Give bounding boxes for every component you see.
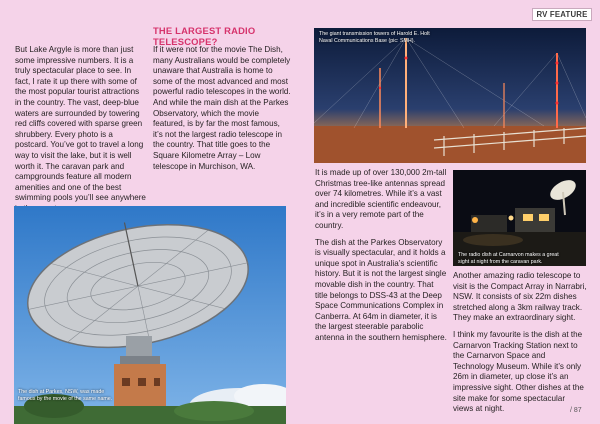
towers-illustration — [314, 28, 586, 163]
section-heading: THE LARGEST RADIO TELESCOPE? — [153, 25, 256, 47]
column-4 — [453, 271, 587, 421]
towers-caption: The giant transmission towers of Harold E. Holt Naval Communications Base (pic: SMH). — [319, 31, 430, 44]
section-tag: RV FEATURE — [532, 8, 592, 21]
column-2 — [153, 45, 291, 178]
carnarvon-caption: The radio dish at Carnarvon makes a great sight at night from the caravan park. — [458, 252, 559, 265]
paragraph: Another amazing radio telescope to visit is the Compact Array in Narrabri, NSW. It consists of six 22m dishes stretched along a 3km railway track. They make an extraordinary sight. — [453, 271, 587, 323]
towers-photo — [314, 28, 586, 163]
column-1 — [15, 45, 147, 221]
paragraph: It is made up of over 130,000 2m-tall Christmas tree-like antennas spread over 74 kilometres. While it’s a vast and incredible scientific endeavour, it’s in a very remote part of the country. — [315, 168, 447, 230]
paragraph: The dish at the Parkes Observatory is visually spectacular, and it holds a unique spot in Australia’s scientific history. But it is not the largest single movable dish in the country. That title belongs to DSS-43 at the Deep Space Communications Complex in Canberra. At 64m in diameter, it is the largest steerable parabolic antenna in the southern hemisphere. — [315, 237, 447, 342]
parkes-dish-photo — [14, 206, 286, 424]
parkes-caption: The dish at Parkes, NSW, was made famous by the movie of the same name. — [18, 389, 113, 402]
paragraph: If it were not for the movie The Dish, many Australians would be completely unaware that Australia is home to some of the most advanced and most powerful radio telescopes in the world. And while the main dish at the Parkes Observatory, which the movie featured, is by far the most famous, it’s not the largest radio telescope in the country. That title goes to the Square Kilometre Array – Low telescope in Murchison, WA. — [153, 45, 291, 171]
page-number: / 87 — [570, 407, 582, 414]
paragraph: But Lake Argyle is more than just some impressive numbers. It is a truly spectacular place to see. In fact, I rate it up there with some of the most popular tourist attractions in the country. The vast, deep-blue waters are surrounded by towering red cliffs covered with sparse green shrubbery. Every photo is a postcard. You’ve got to travel a long way to visit the lake, but it is well worth it. The caravan park and campgrounds feature all modern amenities and one of the best swimming pools you’ll see anywhere — [15, 45, 146, 203]
column-3 — [315, 168, 448, 350]
paragraph: I think my favourite is the dish at the Carnarvon Tracking Station next to the Carnarvon Space and Technology Museum. While it’s only 26m in diameter, up close it’s an impressive sight. Other dishes at the site make for some spectacular views at night. — [453, 329, 584, 414]
carnarvon-photo — [453, 170, 586, 266]
